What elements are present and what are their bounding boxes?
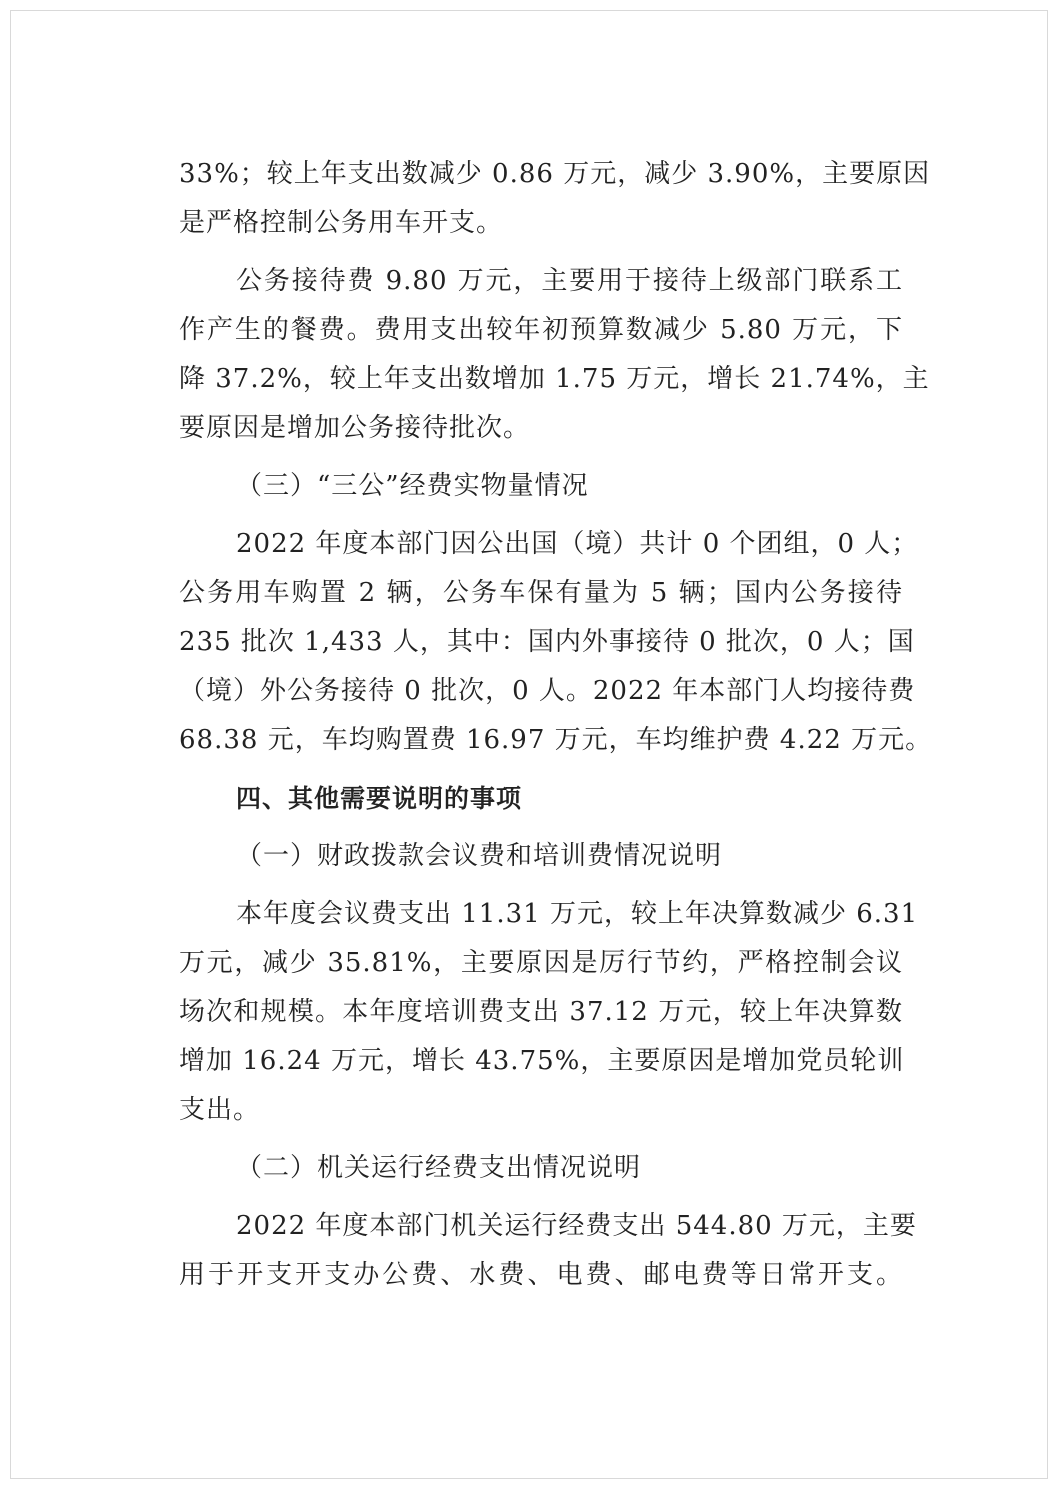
- document-body: [179, 150, 933, 1300]
- paragraph-line: 降 37.2%，较上年支出数增加 1.75 万元，增长 21.74%，主: [179, 364, 930, 394]
- section-heading-operating-expenses: [179, 1144, 903, 1193]
- document-page: [10, 10, 1048, 1479]
- heading-text: 四、其他需要说明的事项: [236, 784, 523, 813]
- heading-text: （一）财政拨款会议费和培训费情况说明: [236, 841, 723, 871]
- paragraph-official-vehicle-continued: [179, 150, 931, 248]
- paragraph-line: 本年度会议费支出 11.31 万元，较上年决算数减少 6.31: [236, 899, 919, 929]
- section-heading-meeting-training: [179, 832, 903, 881]
- paragraph-operating-expenses: [179, 1202, 917, 1300]
- paragraph-line: 公务接待费 9.80 万元，主要用于接待上级部门联系工: [236, 266, 903, 296]
- paragraph-line: 33%；较上年支出数减少 0.86 万元，减少 3.90%，主要原因: [179, 159, 931, 189]
- paragraph-line: 2022 年度本部门因公出国（境）共计 0 个团组，0 人；: [236, 529, 919, 559]
- paragraph-line: 场次和规模。本年度培训费支出 37.12 万元，较上年决算数: [179, 997, 903, 1027]
- heading-text: （三）“三公”经费实物量情况: [236, 471, 589, 501]
- paragraph-meeting-training: [179, 890, 919, 1135]
- paragraph-line: 公务用车购置 2 辆，公务车保有量为 5 辆；国内公务接待: [179, 578, 903, 608]
- section-heading-other-matters: [179, 774, 903, 823]
- paragraph-line: 235 批次 1,433 人，其中：国内外事接待 0 批次，0 人；国: [179, 627, 915, 657]
- paragraph-line: 2022 年度本部门机关运行经费支出 544.80 万元，主要: [236, 1211, 917, 1241]
- paragraph-physical-quantities: [179, 520, 933, 765]
- paragraph-line: 用于开支开支办公费、水费、电费、邮电费等日常开支。: [179, 1260, 903, 1290]
- paragraph-line: 要原因是增加公务接待批次。: [179, 413, 531, 443]
- section-heading-three-public: [179, 462, 903, 511]
- paragraph-line: 68.38 元，车均购置费 16.97 万元，车均维护费 4.22 万元。: [179, 725, 933, 755]
- paragraph-reception-expenses: [179, 257, 930, 453]
- paragraph-line: 增加 16.24 万元，增长 43.75%，主要原因是增加党员轮训: [179, 1046, 905, 1076]
- paragraph-line: 支出。: [179, 1095, 261, 1125]
- paragraph-line: 是严格控制公务用车开支。: [179, 208, 504, 238]
- heading-text: （二）机关运行经费支出情况说明: [236, 1153, 642, 1183]
- paragraph-line: 作产生的餐费。费用支出较年初预算数减少 5.80 万元，下: [179, 315, 903, 345]
- paragraph-line: 万元，减少 35.81%，主要原因是厉行节约，严格控制会议: [179, 948, 903, 978]
- paragraph-line: （境）外公务接待 0 批次，0 人。2022 年本部门人均接待费: [179, 676, 916, 706]
